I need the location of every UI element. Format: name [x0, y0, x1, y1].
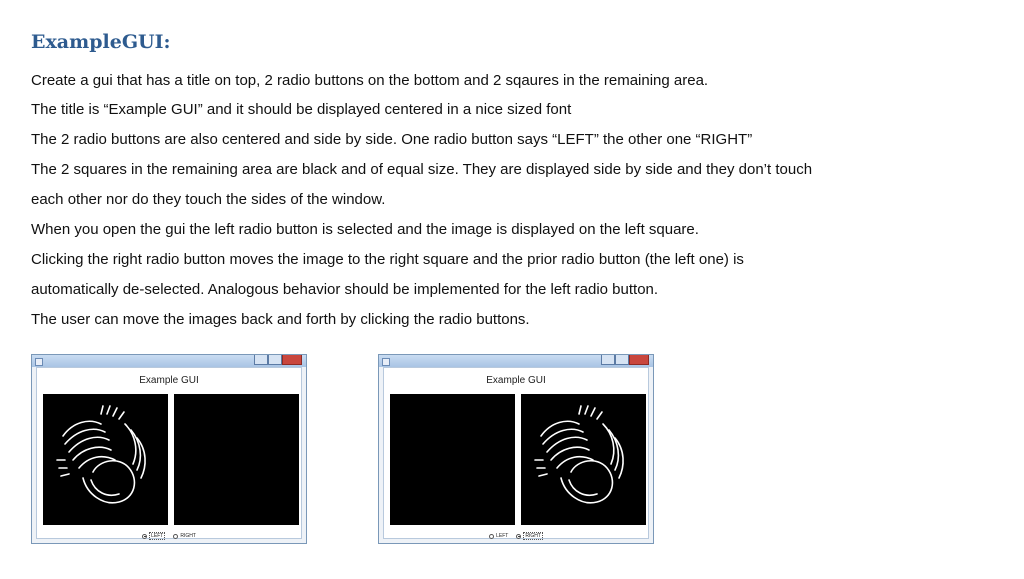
- window-icon: [382, 358, 390, 366]
- radio-unselected-icon: [489, 534, 494, 539]
- radio-group: [37, 532, 301, 540]
- right-square: [174, 394, 299, 525]
- left-radio-button[interactable]: [489, 533, 508, 539]
- right-radio-label: RIGHT: [525, 533, 541, 539]
- radio-selected-icon: [142, 534, 147, 539]
- radio-selected-icon: [516, 534, 521, 539]
- left-radio-button[interactable]: [142, 532, 165, 540]
- left-square: [43, 394, 168, 525]
- window-titlebar: [32, 355, 306, 367]
- radio-group: [384, 532, 648, 540]
- radio-unselected-icon: [173, 534, 178, 539]
- window-icon: [35, 358, 43, 366]
- left-radio-label: LEFT: [496, 533, 509, 539]
- paragraph-line: The title is “Example GUI” and it should be displayed centered in a nice sized font: [31, 101, 572, 118]
- right-radio-button[interactable]: [173, 533, 196, 539]
- close-icon[interactable]: [629, 355, 649, 365]
- shell-image-icon: [521, 394, 646, 525]
- window-titlebar: [379, 355, 653, 367]
- example-gui-window-right-selected: [378, 354, 654, 544]
- paragraph-line: When you open the gui the left radio button is selected and the image is displayed on the left square.: [31, 221, 699, 238]
- window-client-area: [383, 367, 649, 539]
- paragraph-line: The 2 squares in the remaining area are black and of equal size. They are displayed side by side and they don’t touch: [31, 161, 813, 178]
- maximize-icon[interactable]: [615, 355, 629, 365]
- example-gui-window-left-selected: [31, 354, 307, 544]
- paragraph-line: The 2 radio buttons are also centered and side by side. One radio button says “LEFT” the other one “RIGHT”: [31, 131, 753, 148]
- gui-title: Example GUI: [139, 375, 199, 386]
- shell-image-icon: [43, 394, 168, 525]
- paragraph-line: automatically de-selected. Analogous behavior should be implemented for the left radio button.: [31, 281, 659, 298]
- left-square: [390, 394, 515, 525]
- window-controls: [601, 355, 649, 365]
- close-icon[interactable]: [282, 355, 302, 365]
- right-square: [521, 394, 646, 525]
- window-controls: [254, 355, 302, 365]
- document-heading: ExampleGUI:: [31, 31, 171, 53]
- window-client-area: [36, 367, 302, 539]
- minimize-icon[interactable]: [254, 355, 268, 365]
- paragraph-line: The user can move the images back and forth by clicking the radio buttons.: [31, 311, 530, 328]
- gui-title: Example GUI: [486, 375, 546, 386]
- paragraph-line: Clicking the right radio button moves the image to the right square and the prior radio button (the left one) is: [31, 251, 744, 268]
- left-radio-label: LEFT: [151, 533, 164, 539]
- paragraph-line: Create a gui that has a title on top, 2 radio buttons on the bottom and 2 sqaures in the remaining area.: [31, 72, 709, 89]
- right-radio-label: RIGHT: [180, 533, 196, 539]
- paragraph-line: each other nor do they touch the sides of the window.: [31, 191, 386, 208]
- minimize-icon[interactable]: [601, 355, 615, 365]
- maximize-icon[interactable]: [268, 355, 282, 365]
- right-radio-button[interactable]: [516, 532, 543, 540]
